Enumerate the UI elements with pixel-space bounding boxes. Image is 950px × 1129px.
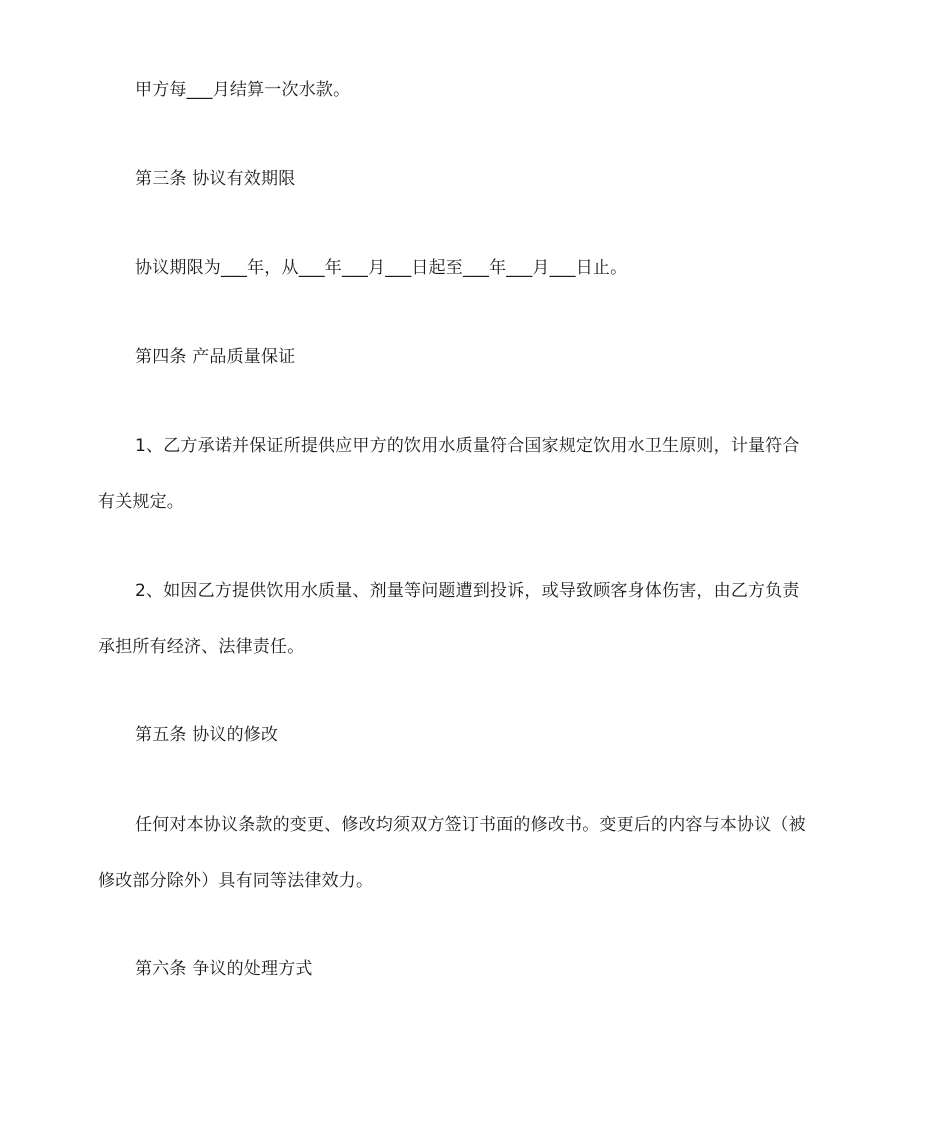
quality-clause-1-line-1: 1、乙方承诺并保证所提供应甲方的饮用水质量符合国家规定饮用水卫生原则，计量符合 (135, 436, 800, 456)
quality-clause-1-line-2: 有关规定。 (98, 492, 184, 512)
settlement-clause-text: 甲方每___月结算一次水款。 (135, 80, 351, 100)
article-6-heading: 第六条 争议的处理方式 (135, 959, 313, 979)
quality-clause-2-line-2: 承担所有经济、法律责任。 (98, 637, 305, 657)
modification-clause-line-2: 修改部分除外）具有同等法律效力。 (98, 871, 374, 891)
validity-period-text: 协议期限为___年，从___年___月___日起至___年___月___日止。 (135, 258, 628, 278)
modification-clause-line-1: 任何对本协议条款的变更、修改均须双方签订书面的修改书。变更后的内容与本协议（被 (135, 815, 806, 835)
article-3-heading: 第三条 协议有效期限 (135, 169, 296, 189)
article-4-heading: 第四条 产品质量保证 (135, 347, 296, 367)
article-5-heading: 第五条 协议的修改 (135, 725, 279, 745)
quality-clause-2-line-1: 2、如因乙方提供饮用水质量、剂量等问题遭到投诉，或导致顾客身体伤害，由乙方负责 (135, 581, 800, 601)
